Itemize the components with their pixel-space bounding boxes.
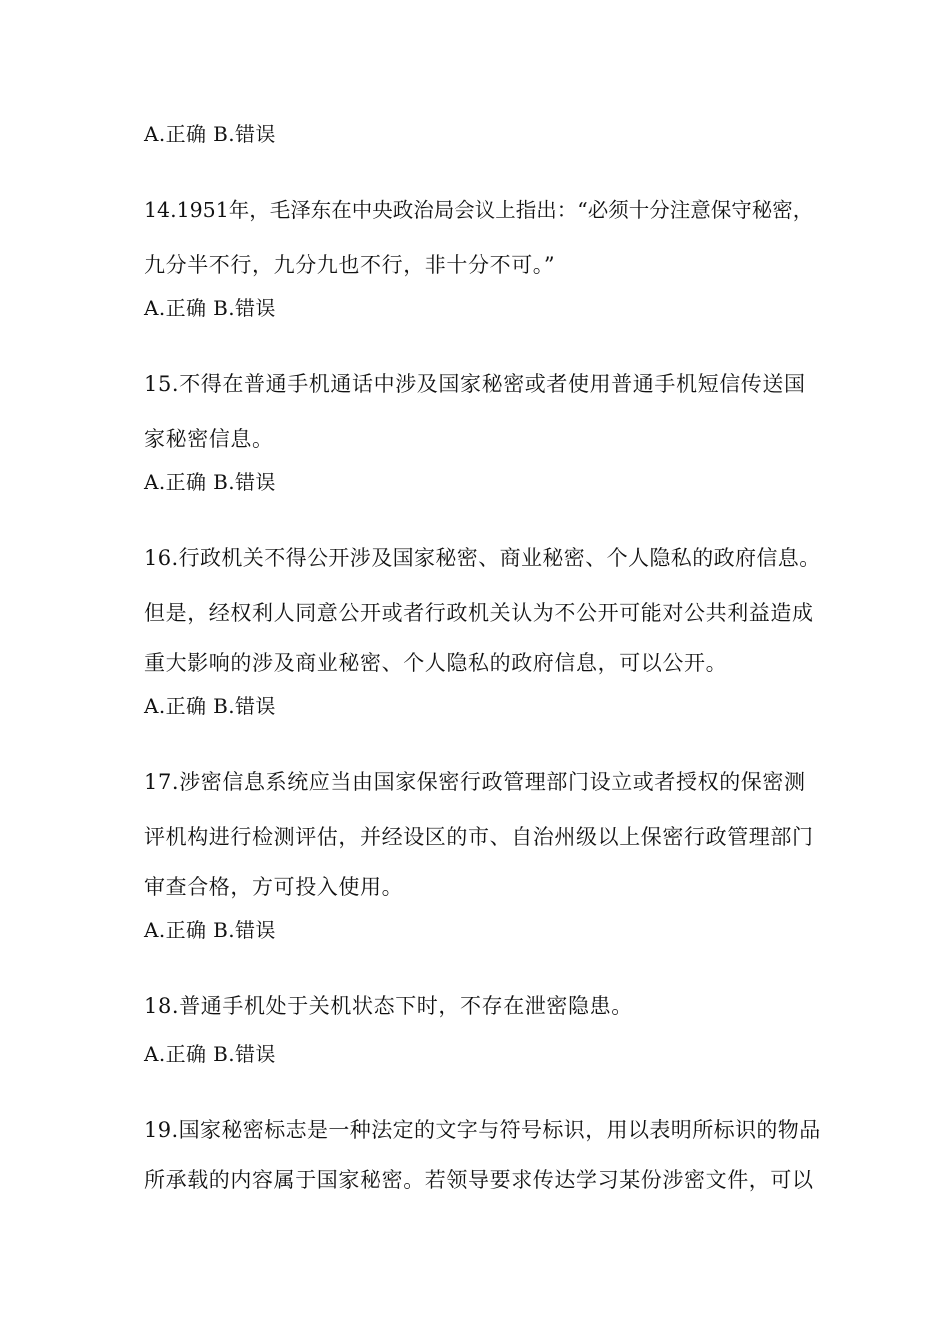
q15-text-line-1: 15.不得在普通手机通话中涉及国家秘密或者使用普通手机短信传送国	[144, 372, 806, 396]
q17-text-line-2: 评机构进行检测评估，并经设区的市、自治州级以上保密行政管理部门	[144, 825, 814, 849]
q17-options: A.正确 B.错误	[144, 918, 276, 942]
q19-text-line-1: 19.国家秘密标志是一种法定的文字与符号标识，用以表明所标识的物品	[144, 1118, 821, 1142]
q18-text-line-1: 18.普通手机处于关机状态下时，不存在泄密隐患。	[144, 994, 633, 1018]
q17-text-line-3: 审查合格，方可投入使用。	[144, 875, 404, 899]
q17-text-line-1: 17.涉密信息系统应当由国家保密行政管理部门设立或者授权的保密测	[144, 770, 806, 794]
q16-options: A.正确 B.错误	[144, 694, 276, 718]
q18-options: A.正确 B.错误	[144, 1042, 276, 1066]
q14-options: A.正确 B.错误	[144, 296, 276, 320]
q16-text-line-2: 但是，经权利人同意公开或者行政机关认为不公开可能对公共利益造成	[144, 601, 814, 625]
q19-text-line-2: 所承载的内容属于国家秘密。若领导要求传达学习某份涉密文件，可以	[144, 1168, 814, 1192]
q13-options: A.正确 B.错误	[144, 122, 276, 146]
q15-options: A.正确 B.错误	[144, 470, 276, 494]
q16-text-line-1: 16.行政机关不得公开涉及国家秘密、商业秘密、个人隐私的政府信息。	[144, 546, 821, 570]
q14-text-line-1: 14.1951年，毛泽东在中央政治局会议上指出：“必须十分注意保守秘密，	[144, 198, 814, 222]
q16-text-line-3: 重大影响的涉及商业秘密、个人隐私的政府信息，可以公开。	[144, 651, 728, 675]
q14-text-line-2: 九分半不行，九分九也不行，非十分不可。”	[144, 253, 556, 277]
q15-text-line-2: 家秘密信息。	[144, 427, 274, 451]
